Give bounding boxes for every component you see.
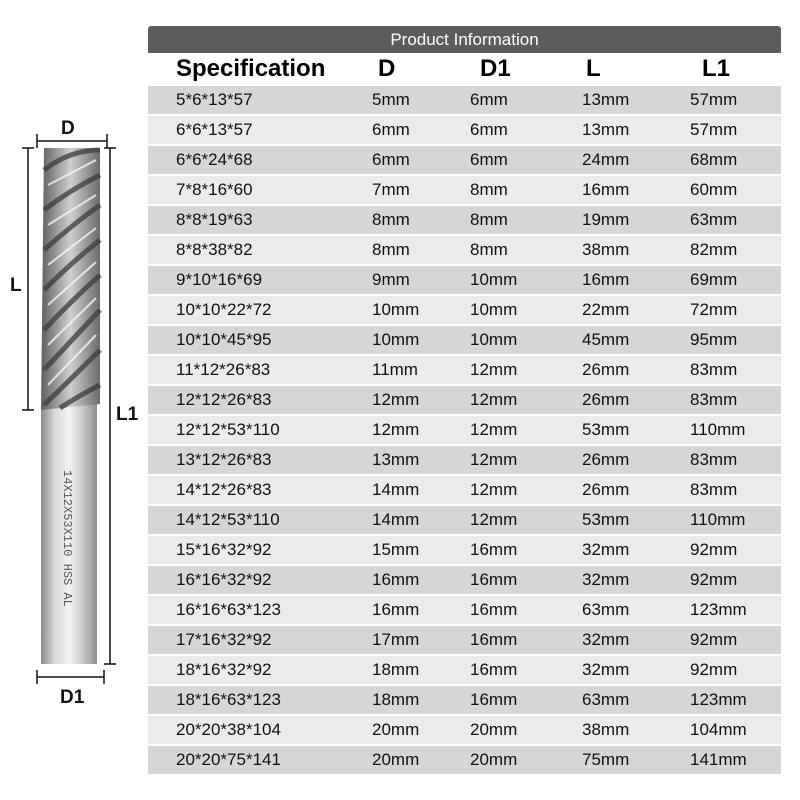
cell-l1: 123mm: [690, 600, 747, 619]
cell-spec: 8*8*19*63: [176, 210, 253, 229]
cell-spec: 8*8*38*82: [176, 240, 253, 259]
cell-l: 13mm: [582, 90, 630, 109]
cell-l1: 95mm: [690, 330, 738, 349]
cell-spec: 18*16*63*123: [176, 690, 281, 709]
table-row: [148, 626, 781, 654]
cell-spec: 18*16*32*92: [176, 660, 272, 679]
table-row: [148, 686, 781, 714]
table-row: [148, 266, 781, 294]
cell-l: 16mm: [582, 270, 630, 289]
cell-l: 63mm: [582, 600, 630, 619]
cell-l: 26mm: [582, 480, 630, 499]
cell-d: 15mm: [372, 540, 420, 559]
cell-d1: 6mm: [470, 150, 508, 169]
cell-l1: 92mm: [690, 630, 738, 649]
cell-l1: 68mm: [690, 150, 738, 169]
cell-l1: 57mm: [690, 120, 738, 139]
cell-l: 32mm: [582, 660, 630, 679]
table-row: [148, 656, 781, 684]
table-row: [148, 326, 781, 354]
cell-d: 5mm: [372, 90, 410, 109]
table-row: [148, 86, 781, 114]
cell-d: 10mm: [372, 300, 420, 319]
cell-l1: 110mm: [690, 420, 746, 439]
table-row: [148, 476, 781, 504]
cell-l1: 104mm: [690, 720, 747, 739]
header-l: L: [586, 55, 601, 82]
dim-l-line: [22, 148, 34, 410]
cell-d1: 8mm: [470, 210, 508, 229]
cell-l1: 92mm: [690, 570, 738, 589]
cell-d: 18mm: [372, 690, 420, 709]
table-row: [148, 416, 781, 444]
cell-d1: 8mm: [470, 240, 508, 259]
cell-spec: 20*20*75*141: [176, 750, 281, 769]
cell-d1: 16mm: [470, 690, 518, 709]
cell-d1: 12mm: [470, 360, 518, 379]
table-row: [148, 296, 781, 324]
cell-spec: 12*12*26*83: [176, 390, 272, 409]
dim-label-d: D: [61, 118, 75, 139]
cell-d1: 6mm: [470, 90, 508, 109]
tool-flutes: [41, 148, 100, 410]
cell-spec: 6*6*24*68: [176, 150, 253, 169]
table-row: [148, 746, 781, 774]
table-row: [148, 116, 781, 144]
cell-spec: 9*10*16*69: [176, 270, 263, 289]
cell-spec: 10*10*22*72: [176, 300, 272, 319]
cell-d: 9mm: [372, 270, 410, 289]
cell-d1: 8mm: [470, 180, 508, 199]
table-row: [148, 596, 781, 624]
cell-spec: 15*16*32*92: [176, 540, 272, 559]
cell-spec: 10*10*45*95: [176, 330, 272, 349]
cell-d: 6mm: [372, 150, 410, 169]
cell-d1: 20mm: [470, 720, 518, 739]
dim-label-d1: D1: [60, 687, 85, 708]
cell-l1: 69mm: [690, 270, 738, 289]
table-row: [148, 566, 781, 594]
cell-l: 26mm: [582, 390, 630, 409]
cell-d1: 6mm: [470, 120, 508, 139]
cell-d1: 12mm: [470, 450, 518, 469]
cell-d: 13mm: [372, 450, 420, 469]
cell-spec: 14*12*26*83: [176, 480, 272, 499]
cell-l1: 60mm: [690, 180, 738, 199]
table-row: [148, 536, 781, 564]
cell-l1: 123mm: [690, 690, 747, 709]
cell-spec: 16*16*32*92: [176, 570, 272, 589]
dim-label-l: L: [10, 275, 22, 296]
header-d1: D1: [480, 55, 511, 82]
cell-l1: 110mm: [690, 510, 746, 529]
cell-l: 53mm: [582, 420, 630, 439]
cell-l1: 83mm: [690, 450, 738, 469]
cell-l: 38mm: [582, 720, 630, 739]
dim-d1-line: [37, 670, 104, 684]
cell-spec: 20*20*38*104: [176, 720, 281, 739]
cell-l: 53mm: [582, 510, 630, 529]
dim-l1-line: [104, 148, 116, 664]
table-body: [148, 86, 781, 774]
cell-l1: 92mm: [690, 660, 738, 679]
cell-l1: 141mm: [690, 750, 747, 769]
cell-d1: 16mm: [470, 540, 518, 559]
cell-l: 38mm: [582, 240, 630, 259]
cell-d: 10mm: [372, 330, 420, 349]
table-row: [148, 236, 781, 264]
cell-spec: 5*6*13*57: [176, 90, 253, 109]
cell-l: 45mm: [582, 330, 630, 349]
cell-l: 13mm: [582, 120, 630, 139]
cell-spec: 17*16*32*92: [176, 630, 272, 649]
cell-l: 32mm: [582, 570, 630, 589]
cell-d: 14mm: [372, 510, 420, 529]
cell-spec: 12*12*53*110: [176, 420, 280, 439]
table-row: [148, 386, 781, 414]
dim-label-l1: L1: [116, 404, 139, 425]
header-specification: Specification: [176, 55, 326, 82]
cell-spec: 7*8*16*60: [176, 180, 253, 199]
table-row: [148, 716, 781, 744]
product-info-table: [148, 26, 781, 774]
table-row: [148, 356, 781, 384]
cell-d: 18mm: [372, 660, 420, 679]
table-header-row: [148, 53, 781, 84]
cell-d1: 12mm: [470, 510, 518, 529]
cell-d: 12mm: [372, 420, 420, 439]
cell-d: 6mm: [372, 120, 410, 139]
cell-d: 16mm: [372, 600, 420, 619]
cell-l: 16mm: [582, 180, 630, 199]
table-row: [148, 446, 781, 474]
cell-d: 7mm: [372, 180, 410, 199]
cell-d: 8mm: [372, 210, 410, 229]
cell-l: 32mm: [582, 540, 630, 559]
cell-d1: 10mm: [470, 300, 518, 319]
cell-d: 16mm: [372, 570, 420, 589]
cell-d1: 16mm: [470, 660, 518, 679]
cell-spec: 6*6*13*57: [176, 120, 253, 139]
header-d: D: [378, 55, 396, 82]
cell-d1: 16mm: [470, 570, 518, 589]
cell-spec: 11*12*26*83: [176, 360, 271, 379]
cell-spec: 16*16*63*123: [176, 600, 281, 619]
cell-d1: 16mm: [470, 600, 518, 619]
cell-l1: 63mm: [690, 210, 738, 229]
cell-d: 20mm: [372, 720, 420, 739]
cell-l: 24mm: [582, 150, 630, 169]
cell-l: 26mm: [582, 360, 630, 379]
cell-d: 14mm: [372, 480, 420, 499]
cell-d1: 20mm: [470, 750, 518, 769]
cell-d1: 12mm: [470, 420, 518, 439]
cell-l1: 83mm: [690, 390, 738, 409]
cell-l: 22mm: [582, 300, 630, 319]
cell-l: 26mm: [582, 450, 630, 469]
cell-d: 12mm: [372, 390, 420, 409]
table-row: [148, 506, 781, 534]
table-title: Product Information: [148, 26, 781, 53]
cell-d1: 10mm: [470, 330, 518, 349]
cell-l: 63mm: [582, 690, 630, 709]
cell-d1: 10mm: [470, 270, 518, 289]
cell-d: 8mm: [372, 240, 410, 259]
cell-l: 32mm: [582, 630, 630, 649]
cell-l: 75mm: [582, 750, 630, 769]
cell-l1: 72mm: [690, 300, 738, 319]
shank-marking: 14X12X53X110 HSS AL: [60, 470, 74, 607]
end-mill-diagram: [0, 0, 150, 800]
cell-l1: 57mm: [690, 90, 738, 109]
cell-spec: 13*12*26*83: [176, 450, 272, 469]
cell-d: 11mm: [372, 360, 418, 379]
cell-d: 20mm: [372, 750, 420, 769]
cell-l1: 83mm: [690, 480, 738, 499]
table-row: [148, 176, 781, 204]
header-l1: L1: [702, 55, 731, 82]
end-mill-illustration: [0, 0, 150, 800]
cell-l1: 82mm: [690, 240, 738, 259]
cell-d: 17mm: [372, 630, 420, 649]
cell-d1: 12mm: [470, 390, 518, 409]
cell-d1: 16mm: [470, 630, 518, 649]
cell-d1: 12mm: [470, 480, 518, 499]
cell-l1: 83mm: [690, 360, 738, 379]
cell-l1: 92mm: [690, 540, 738, 559]
cell-l: 19mm: [582, 210, 630, 229]
table-row: [148, 206, 781, 234]
cell-spec: 14*12*53*110: [176, 510, 280, 529]
table-row: [148, 146, 781, 174]
